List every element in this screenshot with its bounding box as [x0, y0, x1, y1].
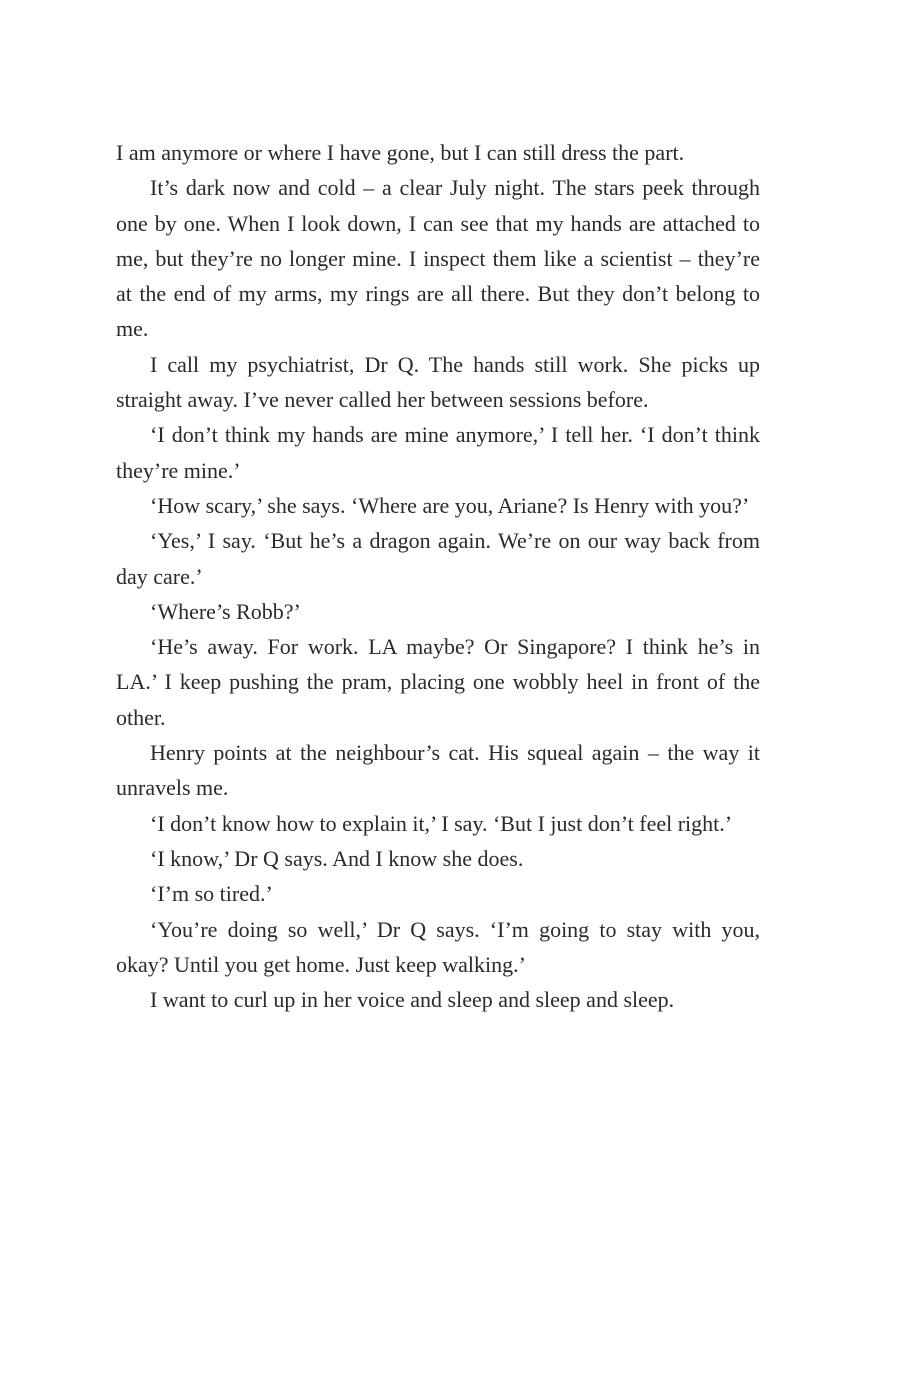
paragraph-4: ‘I don’t think my hands are mine anymore,’ I tell her. ‘I don’t think they’re mine.’: [116, 422, 760, 483]
paragraph-14: I want to curl up in her voice and sleep and sleep and sleep.: [150, 987, 675, 1013]
paragraph-11: ‘I know,’ Dr Q says. And I know she does.: [150, 845, 524, 871]
paragraph-13: ‘You’re doing so well,’ Dr Q says. ‘I’m going to stay with you, okay? Until you get home. Just keep walking.’: [116, 916, 760, 977]
paragraph-7: ‘Where’s Robb?’: [150, 598, 301, 624]
paragraph-6: ‘Yes,’ I say. ‘But he’s a dragon again. We’re on our way back from day care.’: [116, 528, 760, 589]
paragraph-5: ‘How scary,’ she says. ‘Where are you, Ariane? Is Henry with you?’: [150, 492, 750, 518]
paragraph-3: I call my psychiatrist, Dr Q. The hands still work. She picks up straight away. I’ve never called her between sessions before.: [116, 351, 760, 413]
paragraph-9: Henry points at the neighbour’s cat. His squeal again – the way it unravels me.: [116, 740, 760, 801]
body-text: [116, 135, 760, 1017]
paragraph-8: ‘He’s away. For work. LA maybe? Or Singapore? I think he’s in LA.’ I keep pushing the pram, placing one wobbly heel in front of the other.: [116, 634, 760, 730]
paragraph-2: It’s dark now and cold – a clear July night. The stars peek through one by one. When I look down, I can see that my hands are attached to me, but they’re no longer mine. I inspect them like a scientist – they’re at the end of my arms, my rings are all there. But they don’t belong to me.: [116, 175, 760, 342]
paragraph-12: ‘I’m so tired.’: [150, 881, 273, 907]
paragraph-10: ‘I don’t know how to explain it,’ I say. ‘But I just don’t feel right.’: [150, 810, 733, 836]
paragraph-1: I am anymore or where I have gone, but I can still dress the part.: [116, 140, 685, 165]
